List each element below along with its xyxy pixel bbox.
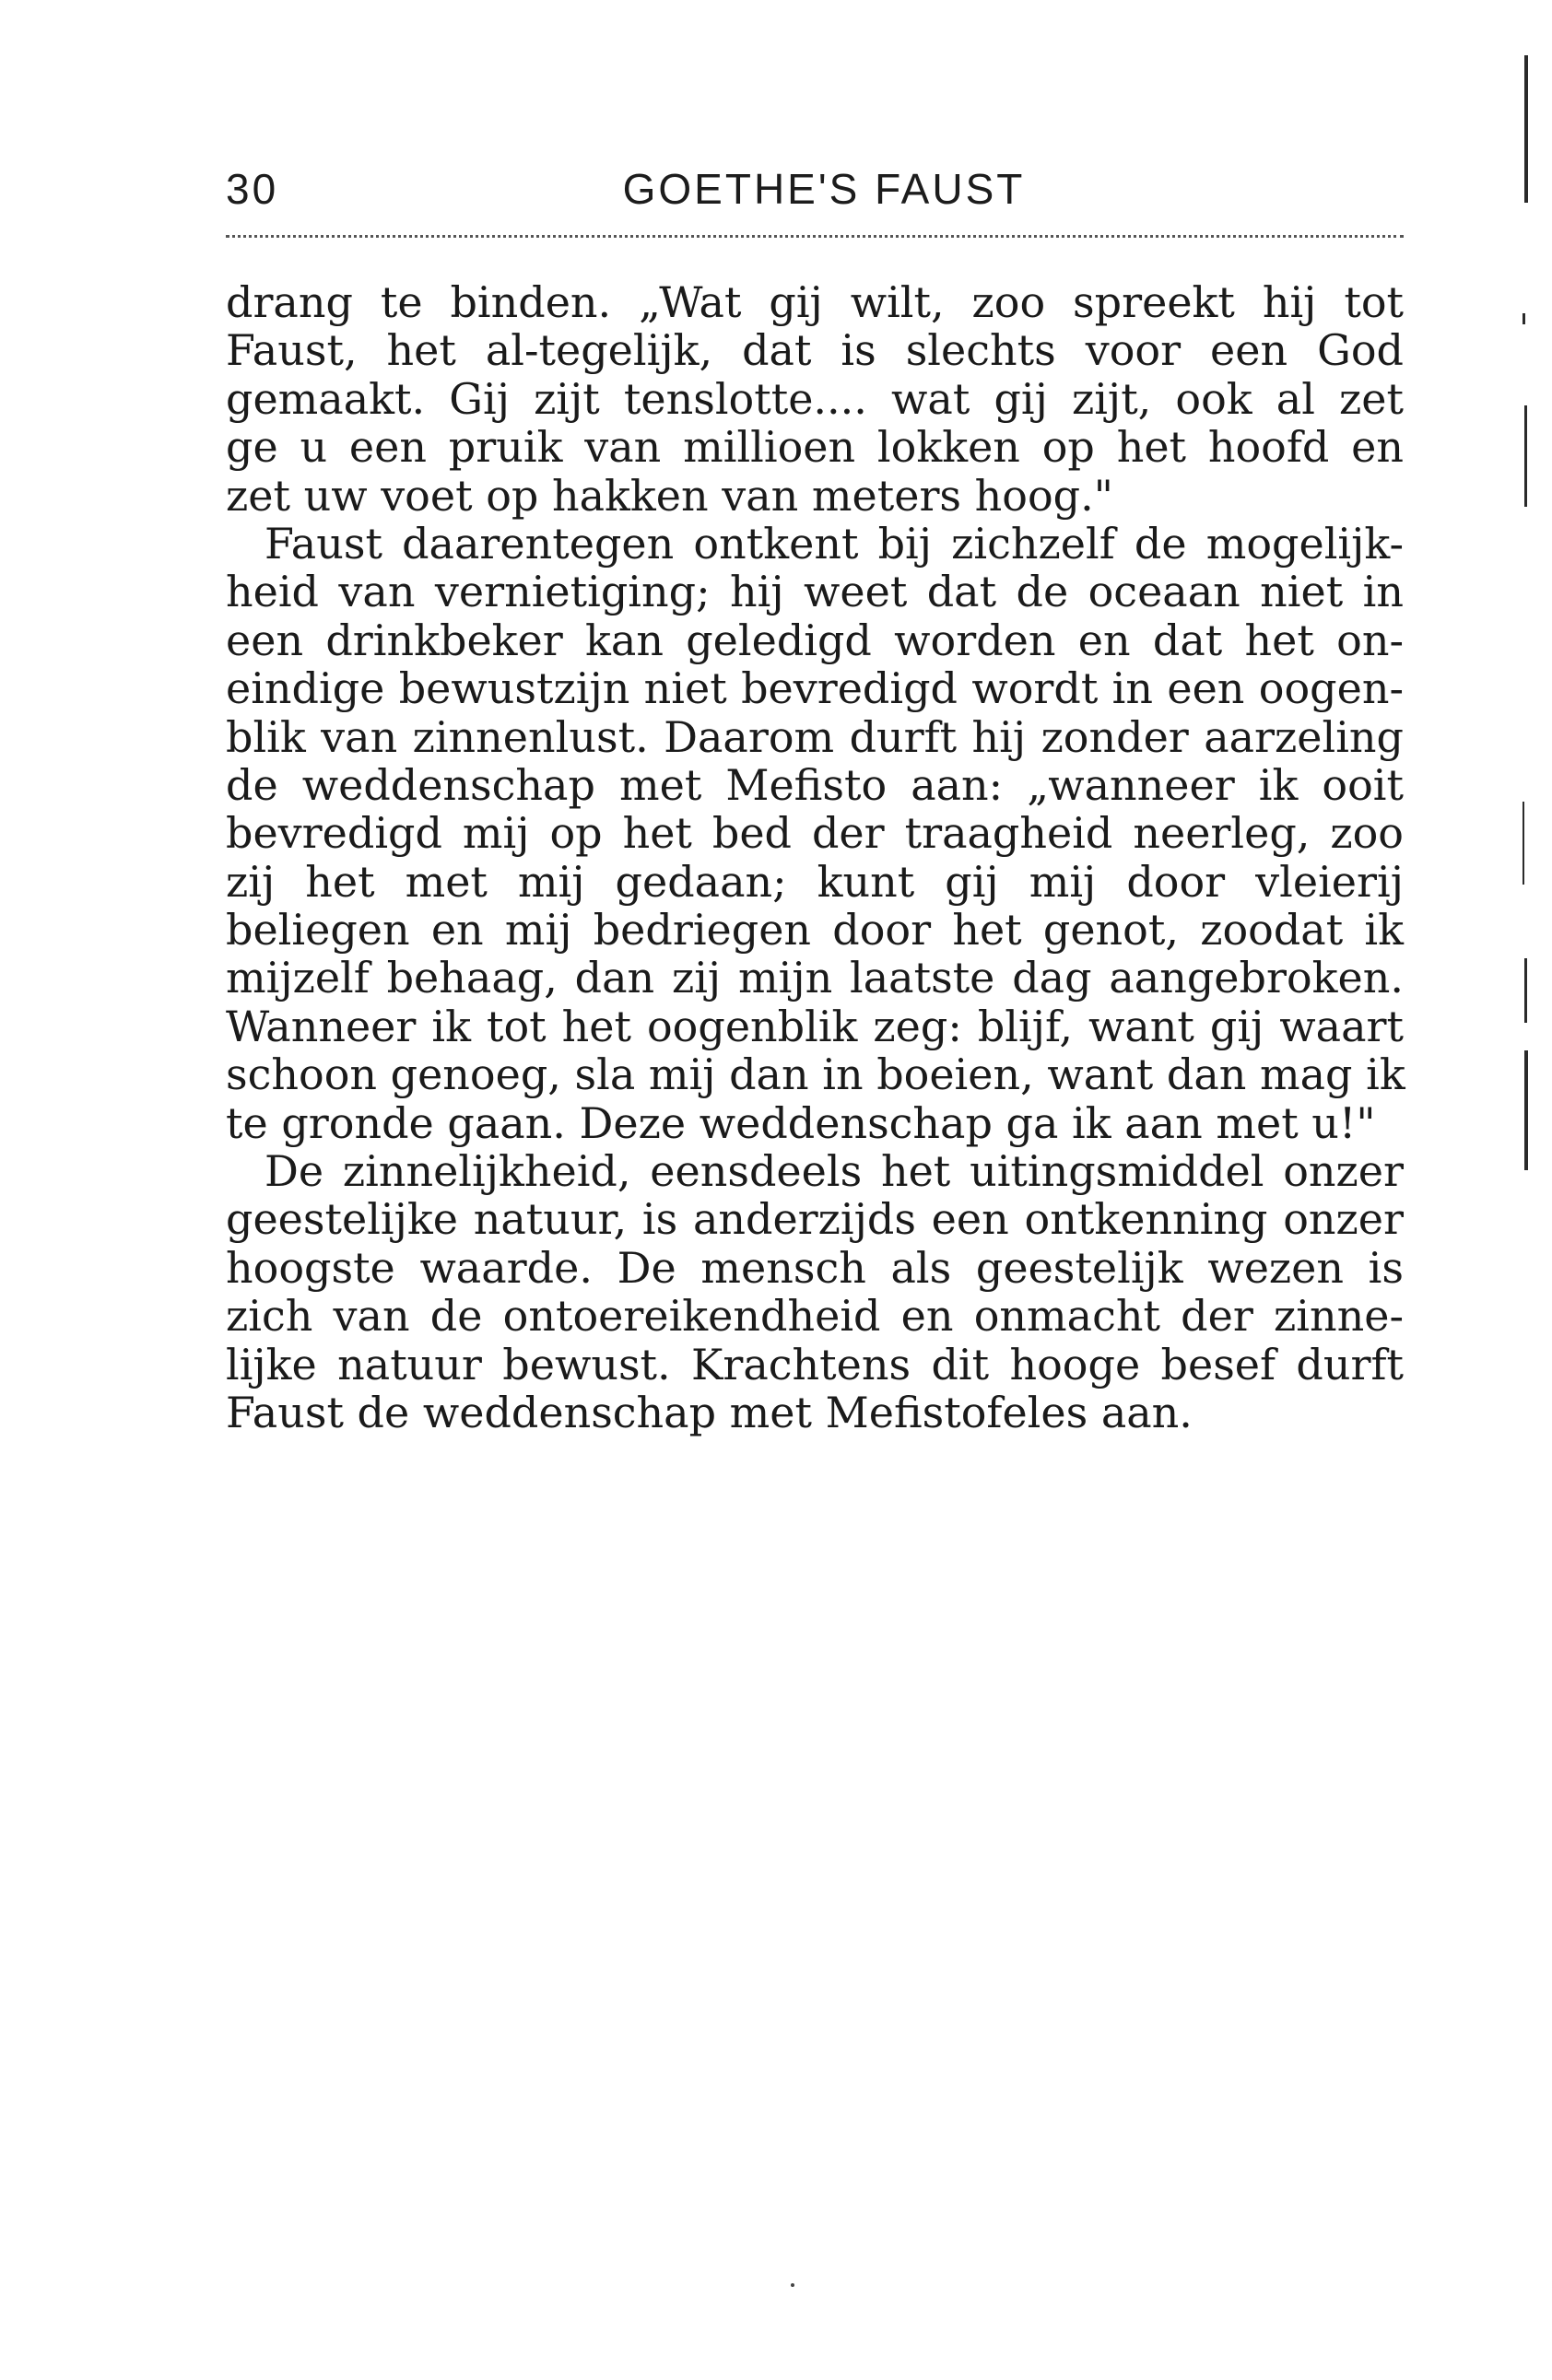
text-line: een drinkbeker kan geledigd worden en dat het on- bbox=[226, 615, 1404, 665]
text-line: ge u een pruik van millioen lokken op het hoofd en bbox=[226, 422, 1404, 473]
text-line: bevredigd mij op het bed der traagheid neerleg, zoo bbox=[226, 808, 1404, 859]
text-line: gemaakt. Gij zijt tenslotte.... wat gij zijt, ook al zet bbox=[226, 373, 1404, 424]
scan-mark bbox=[1523, 313, 1525, 324]
text-line: geestelijke natuur, is anderzijds een ontkenning onzer bbox=[226, 1194, 1404, 1245]
text-line: de weddenschap met Mefisto aan: „wanneer ik ooit bbox=[226, 759, 1404, 810]
header-divider bbox=[226, 235, 1404, 238]
page-header bbox=[226, 157, 1404, 221]
text-line: mijzelf behaag, dan zij mijn laatste dag aangebroken. bbox=[226, 953, 1404, 1003]
text-line: drang te binden. „Wat gij wilt, zoo spreekt hij tot bbox=[226, 277, 1404, 327]
text-line: heid van vernietiging; hij weet dat de oceaan niet in bbox=[226, 567, 1404, 617]
text-line: zich van de ontoereikendheid en onmacht der zinne- bbox=[226, 1291, 1404, 1342]
text-line: schoon genoeg, sla mij dan in boeien, want dan mag ik bbox=[226, 1049, 1405, 1100]
text-line: zij het met mij gedaan; kunt gij mij door vleierij bbox=[226, 856, 1404, 907]
text-line: Wanneer ik tot het oogenblik zeg: blijf, want gij waart bbox=[226, 1001, 1404, 1051]
body-text bbox=[226, 278, 1404, 1436]
text-line: Faust, het al-tegelijk, dat is slechts voor een God bbox=[226, 325, 1404, 376]
scan-mark bbox=[1524, 1050, 1528, 1170]
text-line: zet uw voet op hakken van meters hoog." bbox=[226, 470, 1113, 521]
scan-mark bbox=[1524, 958, 1527, 1023]
running-title: GOETHE'S FAUST bbox=[622, 165, 1026, 213]
scan-mark bbox=[1524, 405, 1527, 507]
text-line: blik van zinnenlust. Daarom durft hij zonder aarzeling bbox=[226, 711, 1404, 762]
stray-dot bbox=[791, 2283, 794, 2287]
text-line: hoogste waarde. De mensch als geestelijk wezen is bbox=[226, 1242, 1404, 1293]
text-line: Faust de weddenschap met Mefistofeles aan. bbox=[226, 1387, 1193, 1437]
paragraph-start-line: De zinnelijkheid, eensdeels het uitingsmiddel onzer bbox=[265, 1146, 1404, 1197]
text-line: te gronde gaan. Deze weddenschap ga ik aan met u!" bbox=[226, 1097, 1376, 1148]
paragraph-start-line: Faust daarentegen ontkent bij zichzelf de mogelijk- bbox=[265, 518, 1404, 569]
scan-mark bbox=[1523, 802, 1524, 885]
text-line: eindige bewustzijn niet bevredigd wordt in een oogen- bbox=[226, 663, 1404, 714]
scan-edge-marks bbox=[1511, 37, 1539, 1235]
page-number: 30 bbox=[226, 165, 279, 213]
text-line: beliegen en mij bedriegen door het genot, zoodat ik bbox=[226, 905, 1404, 956]
text-line: lijke natuur bewust. Krachtens dit hooge besef durft bbox=[226, 1339, 1404, 1389]
scan-mark bbox=[1524, 55, 1528, 203]
